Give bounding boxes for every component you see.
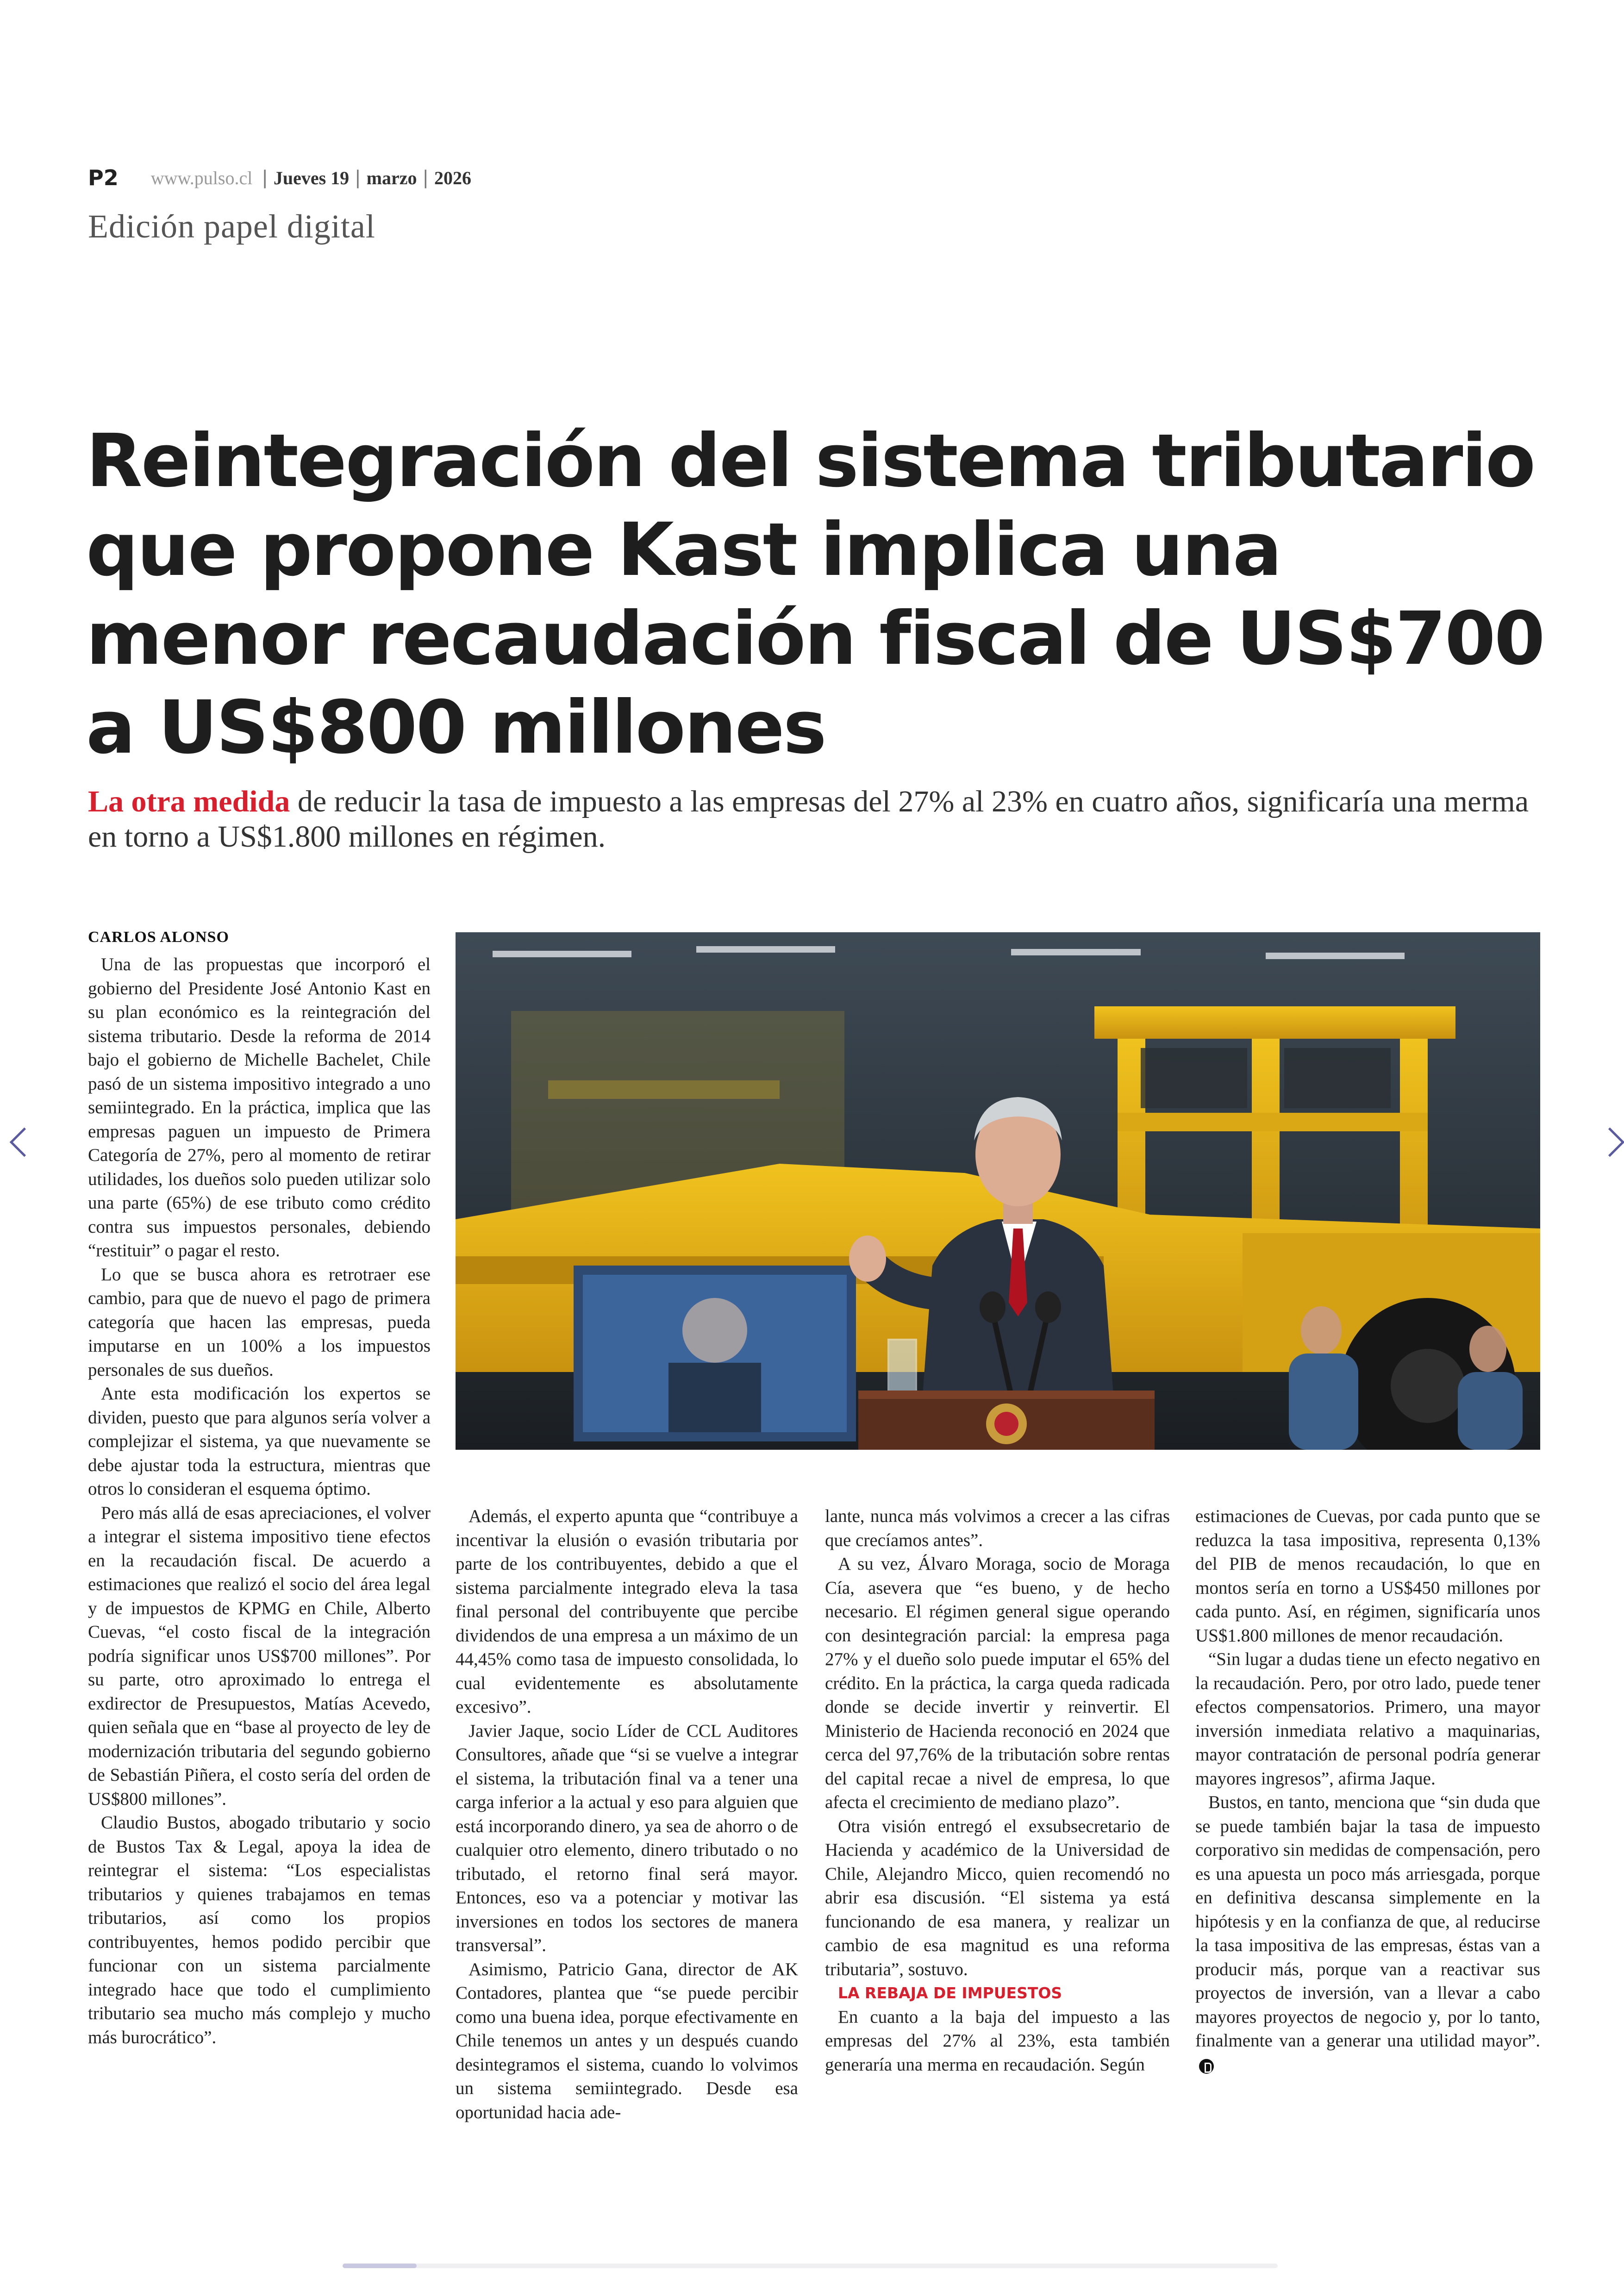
page-number: P2 xyxy=(88,165,119,190)
paragraph: “Sin lugar a dudas tiene un efecto negativo en la recaudación. Pero, por otro lado, puede tener efectos compensatorios. Primero, una mayor inversión inmediata relativo a maquinarias, mayor contratación de personal podría generar mayores ingresos”, afirma Jaque. xyxy=(1195,1649,1540,1789)
divider: | xyxy=(355,167,361,188)
deck-highlight: La otra medida xyxy=(88,785,290,818)
headline: Reintegración del sistema tributario que propone Kast implica una menor recaudación fiscal de US$700 a US$800 millones xyxy=(86,418,1544,770)
paragraph: Pero más allá de esas apreciaciones, el volver a integrar el sistema impositivo tiene efectos en la recaudación fiscal. De acuerdo a estimaciones que realizó el socio del área legal y de impuestos de KPMG en Chile, Alberto Cuevas, “el costo fiscal de la integración podría significar unos US$700 millones”. Por su parte, otro aproximado lo entrega el exdirector de Presupuestos, Matías Acevedo, quien señala que en “base al proyecto de ley de modernización tributaria del segundo gobierno de Sebastián Piñera, el costo sería del orden de US$800 millones”. xyxy=(88,1503,431,1809)
article-column-2 xyxy=(456,1504,798,2124)
paragraph: estimaciones de Cuevas, por cada punto que se reduzca la tasa impositiva, representa 0,13% del PIB de menos recaudación, lo que en montos sería en torno a US$450 millones por cada punto. Así, en régimen, significaría unos US$1.800 millones de menor recaudación. xyxy=(1195,1506,1540,1646)
date-day: Jueves 19 xyxy=(273,167,350,188)
section-subhead: LA REBAJA DE IMPUESTOS xyxy=(838,1984,1062,2002)
paragraph: Una de las propuestas que incorporó el gobierno del Presidente José Antonio Kast en su plan económico es la reintegración del sistema tributario. Desde la reforma de 2014 bajo el gobierno de Michelle Bachelet, Chile pasó de un sistema impositivo integrado a uno semiintegrado. En la práctica, implica que las empresas paguen un impuesto de Primera Categoría de 27%, pero al momento de retirar utilidades, los dueños solo pueden utilizar solo una parte (65%) de ese tributo como crédito contra sus impuestos personales, debiendo “restituir” o pagar el resto. xyxy=(88,954,431,1260)
article-column-1 xyxy=(88,953,431,2049)
paragraph: Lo que se busca ahora es retrotraer ese cambio, para que de nuevo el pago de primera categoría que hacen las empresas, pueda imputarse en un 100% a los impuestos personales de sus dueños. xyxy=(88,1264,431,1380)
paragraph: Asimismo, Patricio Gana, director de AK Contadores, plantea que “se puede percibir como una buena idea, porque efectivamente en Chile tenemos un antes y un después cuando desintegramos el sistema, cuando lo volvimos un sistema semiintegrado. Desde esa oportunidad hacia ade- xyxy=(456,1959,798,2122)
chevron-left-icon[interactable] xyxy=(10,1128,39,1157)
divider: | xyxy=(422,167,429,188)
article-column-4 xyxy=(1195,1504,1540,2077)
article-column-3 xyxy=(825,1504,1170,2077)
deck xyxy=(88,784,1546,854)
paragraph xyxy=(1195,1790,1540,2077)
edition-label: Edición papel digital xyxy=(88,208,375,245)
paragraph: Javier Jaque, socio Líder de CCL Auditores Consultores, añade que “si se vuelve a integrar el sistema, la tributación final va a tener una carga inferior a la actual y eso para alguien que está incorporando dinero, ya sea de ahorro o de cualquier otro elemento, dinero tributado o no tributado, el retorno final será mayor. Entonces, eso va a potenciar y motivar las inversiones en todos los sectores de manera transversal”. xyxy=(456,1721,798,1955)
page-scrollbar[interactable] xyxy=(343,2264,1278,2268)
article-photo xyxy=(456,932,1540,1450)
paragraph: En cuanto a la baja del impuesto a las empresas del 27% al 23%, esta también generaría una merma en recaudación. Según xyxy=(825,2007,1170,2075)
date-year: 2026 xyxy=(434,167,471,188)
paragraph: lante, nunca más volvimos a crecer a las cifras que crecíamos antes”. xyxy=(825,1506,1170,1550)
date-month: marzo xyxy=(366,167,417,188)
paragraph: Claudio Bustos, abogado tributario y socio de Bustos Tax & Legal, apoya la idea de reintegrar el sistema: “Los especialistas tributarios y quienes trabajamos en temas tributarios, así como los propios contribuyentes, hemos podido percibir que funcionar con un sistema parcialmente integrado hace que todo el cumplimiento tributario sea mucho más complejo y mucho más burocrático”. xyxy=(88,1813,431,2047)
paragraph-text: Bustos, en tanto, menciona que “sin duda que se puede también bajar la tasa de impuesto corporativo sin medidas de compensación, pero es una apuesta un poco más arriesgada, porque en definitiva descansa simplemente en la hipótesis y en la confianza de que, al reducirse la tasa impositiva de las empresas, éstas van a producir más, porque van a reactivar sus proyectos de inversión, van a llevar a cabo mayores proyectos de negocio y, por lo tanto, finalmente van a generar una utilidad mayor”. xyxy=(1195,1792,1540,2051)
byline: CARLOS ALONSO xyxy=(88,929,229,946)
masthead xyxy=(88,159,471,196)
paragraph: Ante esta modificación los expertos se dividen, puesto que para algunos sería volver a complejizar el sistema, ya que nuevamente se debe ajustar toda la estructura, mientras que otros lo consideran el esquema óptimo. xyxy=(88,1384,431,1499)
photo-illustration xyxy=(456,932,1540,1450)
paragraph: Otra visión entregó el exsubsecretario de Hacienda y académico de la Universidad de Chile, Alejandro Micco, quien recomendó no abrir esa discusión. “El sistema ya está funcionando de esa manera, y realizar un cambio de esa magnitud es una reforma tributaria”, sostuvo. xyxy=(825,1816,1170,1979)
divider: | xyxy=(262,167,268,188)
scrollbar-thumb[interactable] xyxy=(343,2264,417,2268)
paragraph: A su vez, Álvaro Moraga, socio de Moraga Cía, asevera que “es bueno, y de hecho necesario. El régimen general sigue operando con desintegración parcial: la empresa paga 27% y el dueño solo puede imputar el 65% del crédito. En la práctica, la carga queda radicada donde se decide invertir y reinvertir. El Ministerio de Hacienda reconoció en 2024 que cerca del 97,76% de la tributación sobre rentas del capital recae a nivel de empresa, lo que afecta el crecimiento de mediano plazo”. xyxy=(825,1554,1170,1812)
paragraph: Además, el experto apunta que “contribuye a incentivar la elusión o evasión tributaria por parte de los contribuyentes, debido a que el sistema parcialmente integrado eleva la tasa final personal del contribuyente que percibe dividendos de una empresa a un máximo de un 44,45% como tasa de impuesto consolidada, lo cual evidentemente es absolutamente excesivo”. xyxy=(456,1506,798,1717)
deck-text: de reducir la tasa de impuesto a las empresas del 27% al 23% en cuatro años, significaría una merma en torno a US$1.800 millones en régimen. xyxy=(88,785,1529,854)
site-url[interactable]: www.pulso.cl xyxy=(150,167,253,188)
chevron-right-icon[interactable] xyxy=(1595,1128,1624,1157)
end-of-article-icon xyxy=(1199,2059,1214,2074)
